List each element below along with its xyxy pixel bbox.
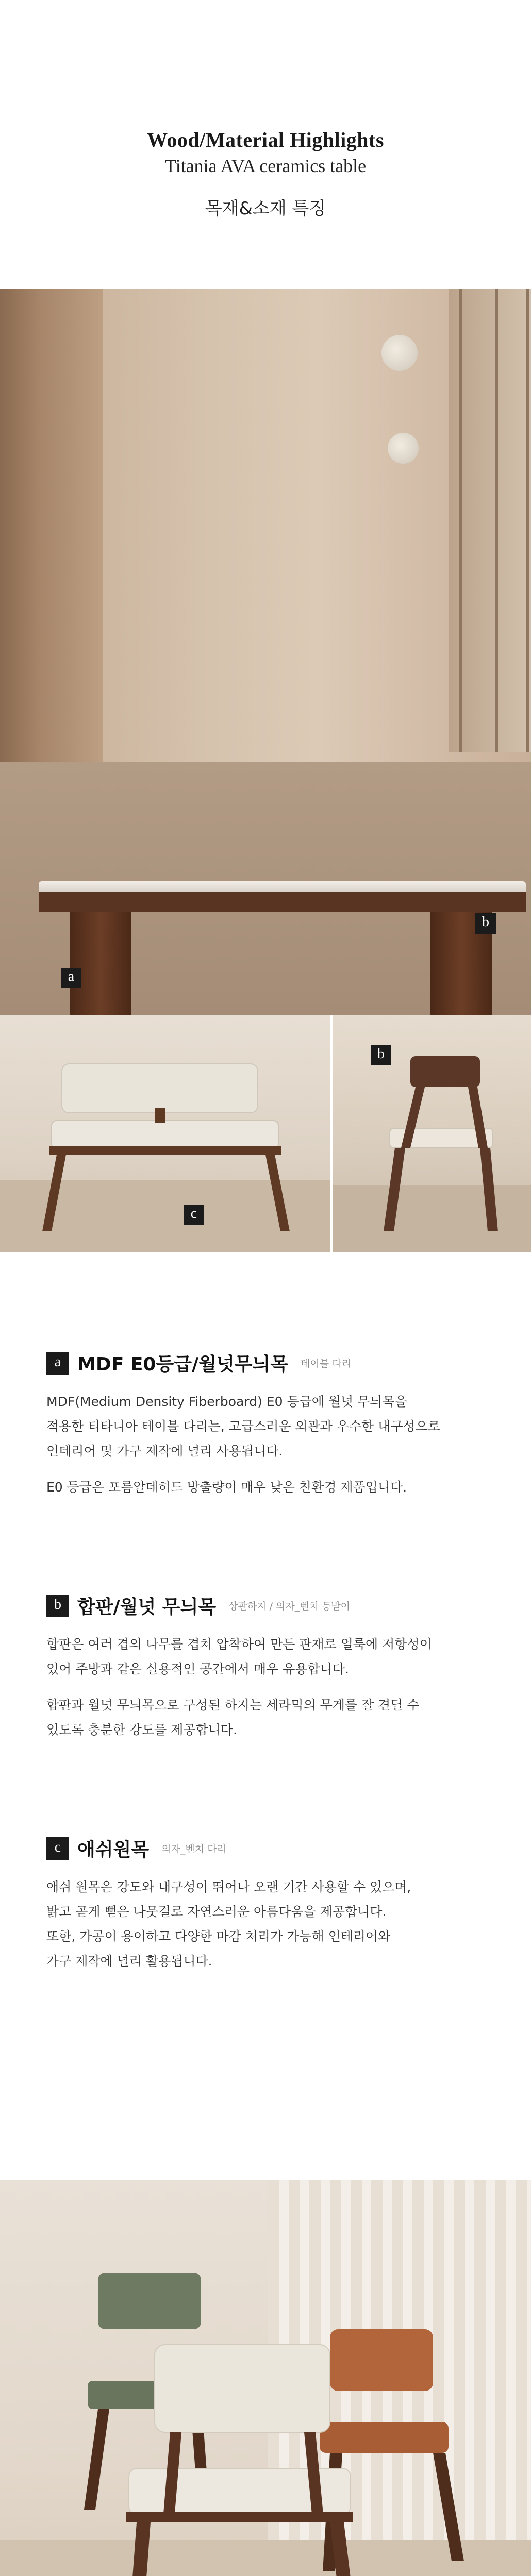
section-a-line: MDF(Medium Density Fiberboard) E0 등급에 월넛 무늬목을 (46, 1394, 407, 1409)
tag-c: c (184, 1205, 204, 1225)
section-b-line: 있어 주방과 같은 실용적인 공간에서 매우 유용합니다. (46, 1662, 349, 1676)
tabletop-edge (39, 892, 526, 912)
section-b-sub: 상판하지 / 의자_벤치 등받이 (228, 1601, 351, 1612)
section-c-line: 가구 제작에 널리 활용됩니다. (46, 1954, 212, 1969)
bench-illustration (0, 1015, 330, 1252)
table-leg-left (70, 912, 131, 1015)
section-b-line: 합판은 여러 겹의 나무를 겹쳐 압착하여 만든 판재로 얼룩에 저항성이 (46, 1637, 432, 1652)
section-b-body (46, 1632, 485, 1742)
section-b (0, 1592, 531, 1742)
bench-photo (0, 1015, 330, 1252)
section-c-line: 밝고 곧게 뻗은 나뭇결로 자연스러운 아름다움을 제공합니다. (46, 1904, 387, 1919)
title-en: Wood/Material Highlights (147, 128, 384, 151)
section-a-header (46, 1350, 485, 1376)
section-a-body (46, 1389, 485, 1500)
wall-lamp (381, 335, 418, 371)
section-c-line: 애쉬 원목은 강도와 내구성이 뛰어나 오랜 기간 사용할 수 있으며, (46, 1879, 411, 1894)
page-header (0, 0, 531, 289)
section-c-header (46, 1835, 485, 1861)
section-a-line: 인테리어 및 가구 제작에 널리 사용됩니다. (46, 1444, 283, 1459)
section-c-title: 애쉬원목 (77, 1839, 150, 1860)
section-a-sub: 테이블 다리 (301, 1358, 351, 1369)
section-c-sub: 의자_벤치 다리 (161, 1843, 226, 1855)
detail-photo-grid (0, 1015, 531, 1252)
title-ko: 목재&소재 특징 (205, 198, 326, 219)
section-a-badge: a (46, 1352, 69, 1375)
section-b-line: 합판과 월넛 무늬목으로 구성된 하지는 세라믹의 무게를 잘 견딜 수 (46, 1698, 420, 1713)
section-c-line: 또한, 가공이 용이하고 다양한 마감 처리가 가능해 인테리어와 (46, 1929, 391, 1944)
section-c-badge: c (46, 1837, 69, 1860)
chair-photo (333, 1015, 531, 1252)
hero-table-photo (0, 289, 531, 1015)
section-b-title: 합판/월넛 무늬목 (77, 1597, 217, 1618)
wall-lamp (388, 433, 419, 464)
tag-b-2: b (371, 1045, 391, 1065)
chair-illustration (333, 1015, 531, 1252)
section-b-badge: b (46, 1595, 69, 1617)
section-a (0, 1350, 531, 1500)
section-a-line: E0 등급은 포름알데히드 방출량이 매우 낮은 친환경 제품입니다. (46, 1480, 407, 1495)
section-b-line: 있도록 충분한 강도를 제공합니다. (46, 1722, 237, 1737)
tag-a: a (61, 968, 81, 988)
section-c-body (46, 1875, 485, 1974)
section-a-line: 적용한 티타니아 테이블 다리는, 고급스러운 외관과 우수한 내구성으로 (46, 1419, 440, 1434)
window (449, 289, 531, 752)
subtitle-en: Titania AVA ceramics table (164, 156, 367, 176)
chairs-photo (0, 2180, 531, 2576)
chairs-illustration (0, 2180, 531, 2576)
section-c (0, 1835, 531, 1974)
tag-b: b (475, 913, 496, 934)
ceramic-tabletop (39, 881, 526, 892)
section-a-title: MDF E0등급/월넛무늬목 (77, 1354, 289, 1375)
section-b-header (46, 1592, 485, 1619)
